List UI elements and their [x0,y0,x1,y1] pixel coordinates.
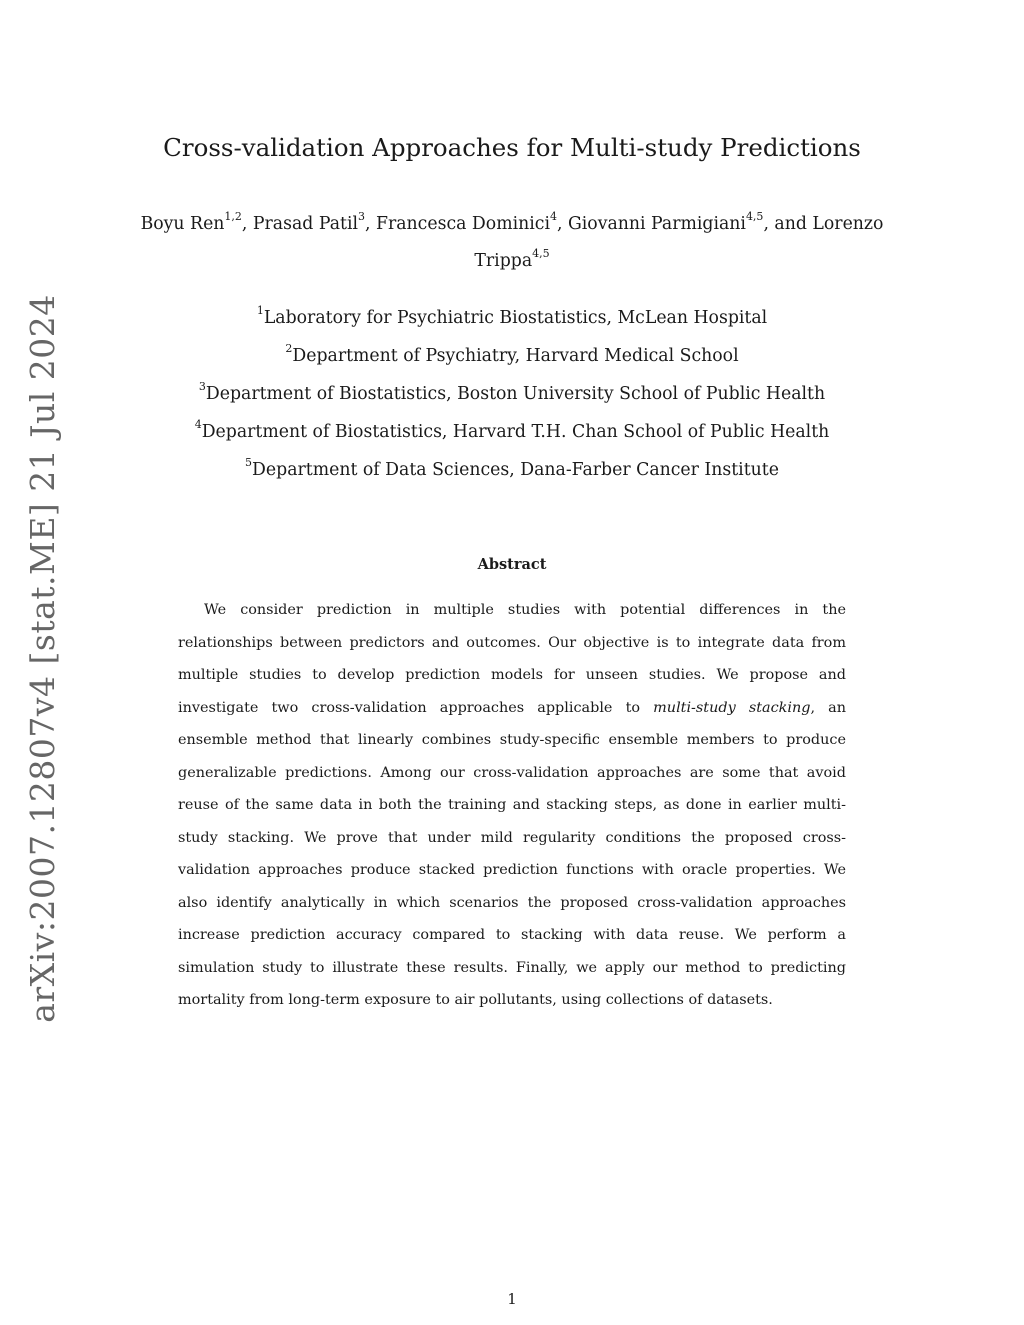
author-line-1: Boyu Ren$^{1,2}$, Prasad Patil$^3$, Francesca Dominici$^4$, Giovanni Parmigiani$^{4,5}$, and Lorenzo [140,210,884,234]
abstract-body: We consider prediction in multiple studies with potential differences in the relationships between predictors and outcomes. Our objective is to integrate data from multiple studies to develop prediction models for unseen studies. We propose and investigate two cross-validation approaches applicable to multi-study stacking, an ensemble method that linearly combines study-specific ensemble members to produce generalizable predictions. Among our cross-validation approaches are some that avoid reuse of the same data in both the training and stacking steps, as done in earlier multi-study stacking. We prove that under mild regularity conditions the proposed cross-validation approaches produce stacked prediction functions with oracle properties. We also identify analytically in which scenarios the proposed cross-validation approaches increase prediction accuracy compared to stacking with data reuse. We perform a simulation study to illustrate these results. Finally, we apply our method to predicting mortality from long-term exposure to air pollutants, using collections of datasets. [178,602,846,1008]
affiliation: $^5$Department of Data Sciences, Dana-Farber Cancer Institute [245,456,779,480]
abstract-heading: Abstract [477,556,547,573]
abstract-emphasis: multi-study stacking [653,699,811,716]
author-affil-marker: 4 [549,210,557,224]
author-list [0,206,1024,280]
author-line-2 [0,243,1024,280]
affiliation-list [0,299,1024,489]
author-name: Prasad Patil [252,214,358,234]
author-name: Trippa [474,251,533,271]
paper-title: Cross-validation Approaches for Multi-study Predictions [163,133,861,162]
author-affil-marker: 3 [358,210,365,224]
affiliation: $^1$Laboratory for Psychiatric Biostatistics, McLean Hospital [256,304,768,328]
author-name: Giovanni Parmigiani [567,214,746,234]
affiliation: $^4$Department of Biostatistics, Harvard T.H. Chan School of Public Health [194,418,830,442]
author-affil-marker: 4,5 [532,247,550,261]
affiliation: $^3$Department of Biostatistics, Boston University School of Public Health [198,380,826,404]
arxiv-identifier-text: arXiv:2007.12807v4 [stat.ME] 21 Jul 2024 [22,293,62,1023]
author-name: Francesca Dominici [376,214,550,234]
author-name: Lorenzo [812,214,884,234]
author-name: Boyu Ren [140,214,225,234]
author-affil-marker: 4,5 [745,210,764,224]
author-affil-marker: 1,2 [224,210,242,224]
page-number: 1 [507,1290,517,1308]
affiliation: $^2$Department of Psychiatry, Harvard Medical School [285,342,739,366]
